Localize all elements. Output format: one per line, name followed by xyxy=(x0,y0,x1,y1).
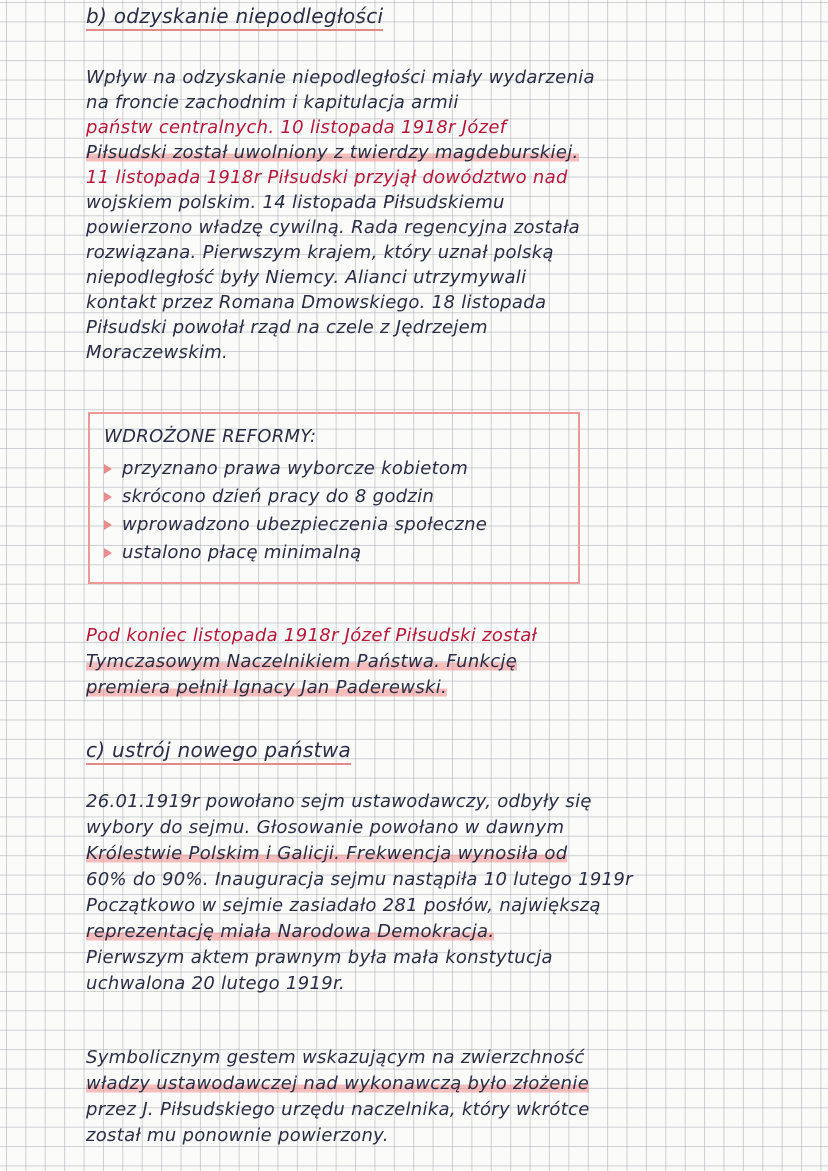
section-c-heading xyxy=(86,738,351,762)
text-line: został mu ponownie powierzony. xyxy=(86,1125,389,1146)
text-line: kontakt przez Romana Dmowskiego. 18 listopada xyxy=(86,292,547,313)
text-line xyxy=(86,650,517,674)
reform-item-text: ustalono płacę minimalną xyxy=(122,542,362,563)
text-line: 60% do 90%. Inauguracja sejmu nastąpiła 10 lutego 1919r xyxy=(86,869,633,890)
text-line-dated: Pod koniec listopada 1918r Józef Piłsudski został xyxy=(86,625,538,646)
highlighted-text: Tymczasowym Naczelnikiem Państwa. Funkcję xyxy=(86,651,518,672)
text-line xyxy=(86,842,567,866)
reforms-box xyxy=(88,412,580,584)
reform-item-text: wprowadzono ubezpieczenia społeczne xyxy=(122,514,488,535)
text-line-dated: państw centralnych. 10 listopada 1918r Józef xyxy=(86,117,507,138)
highlighted-text: premiera pełnił Ignacy Jan Paderewski. xyxy=(86,677,448,698)
text-line-dated: 11 listopada 1918r Piłsudski przyjął dowództwo nad xyxy=(86,167,568,188)
reform-item xyxy=(104,514,487,535)
reforms-box-title: WDROŻONE REFORMY: xyxy=(104,426,317,447)
text-line: rozwiązana. Pierwszym krajem, który uznał polską xyxy=(86,242,554,263)
final-paragraph xyxy=(86,1046,766,1156)
highlighted-text: Królestwie Polskim i Galicji. Frekwencja wynosiła od xyxy=(86,843,568,864)
section-c-heading-text: c) ustrój nowego państwa xyxy=(86,738,351,765)
bullet-triangle-icon xyxy=(104,492,112,502)
text-line xyxy=(86,1072,589,1096)
bullet-triangle-icon xyxy=(104,464,112,474)
reform-item xyxy=(104,458,468,479)
text-line xyxy=(86,141,579,165)
section-b-heading xyxy=(86,4,383,28)
text-line: niepodległość były Niemcy. Alianci utrzymywali xyxy=(86,267,527,288)
highlighted-text: Piłsudski został uwolniony z twierdzy magdeburskiej. xyxy=(86,142,579,163)
text-line: uchwalona 20 lutego 1919r. xyxy=(86,973,346,994)
section-c-paragraph xyxy=(86,790,766,1000)
reform-item-text: przyznano prawa wyborcze kobietom xyxy=(122,458,469,479)
highlighted-text: reprezentację miała Narodowa Demokracja. xyxy=(86,921,495,942)
text-line: Wpływ na odzyskanie niepodległości miały wydarzenia xyxy=(86,67,595,88)
section-b-heading-text: b) odzyskanie niepodległości xyxy=(86,4,383,31)
bullet-triangle-icon xyxy=(104,520,112,530)
text-line: przez J. Piłsudskiego urzędu naczelnika, który wkrótce xyxy=(86,1099,590,1120)
november-paragraph xyxy=(86,624,766,704)
text-line xyxy=(86,676,447,700)
bullet-triangle-icon xyxy=(104,548,112,558)
text-line xyxy=(86,920,494,944)
text-line: wojskiem polskim. 14 listopada Piłsudskiemu xyxy=(86,192,505,213)
text-line: wybory do sejmu. Głosowanie powołano w dawnym xyxy=(86,817,565,838)
text-line: Pierwszym aktem prawnym była mała konstytucja xyxy=(86,947,553,968)
text-line: 26.01.1919r powołano sejm ustawodawczy, odbyły się xyxy=(86,791,592,812)
reform-item-text: skrócono dzień pracy do 8 godzin xyxy=(122,486,435,507)
text-line: powierzono władzę cywilną. Rada regencyjna została xyxy=(86,217,580,238)
reform-item xyxy=(104,542,362,563)
text-line: Piłsudski powołał rząd na czele z Jędrzejem xyxy=(86,317,488,338)
reform-item xyxy=(104,486,434,507)
text-line: Moraczewskim. xyxy=(86,342,229,363)
text-line: Początkowo w sejmie zasiadało 281 posłów, największą xyxy=(86,895,601,916)
section-b-paragraph xyxy=(86,66,766,366)
highlighted-text: władzy ustawodawczej nad wykonawczą było złożenie xyxy=(86,1073,590,1094)
text-line: na froncie zachodnim i kapitulacja armii xyxy=(86,92,459,113)
text-line: Symbolicznym gestem wskazującym na zwierzchność xyxy=(86,1047,585,1068)
